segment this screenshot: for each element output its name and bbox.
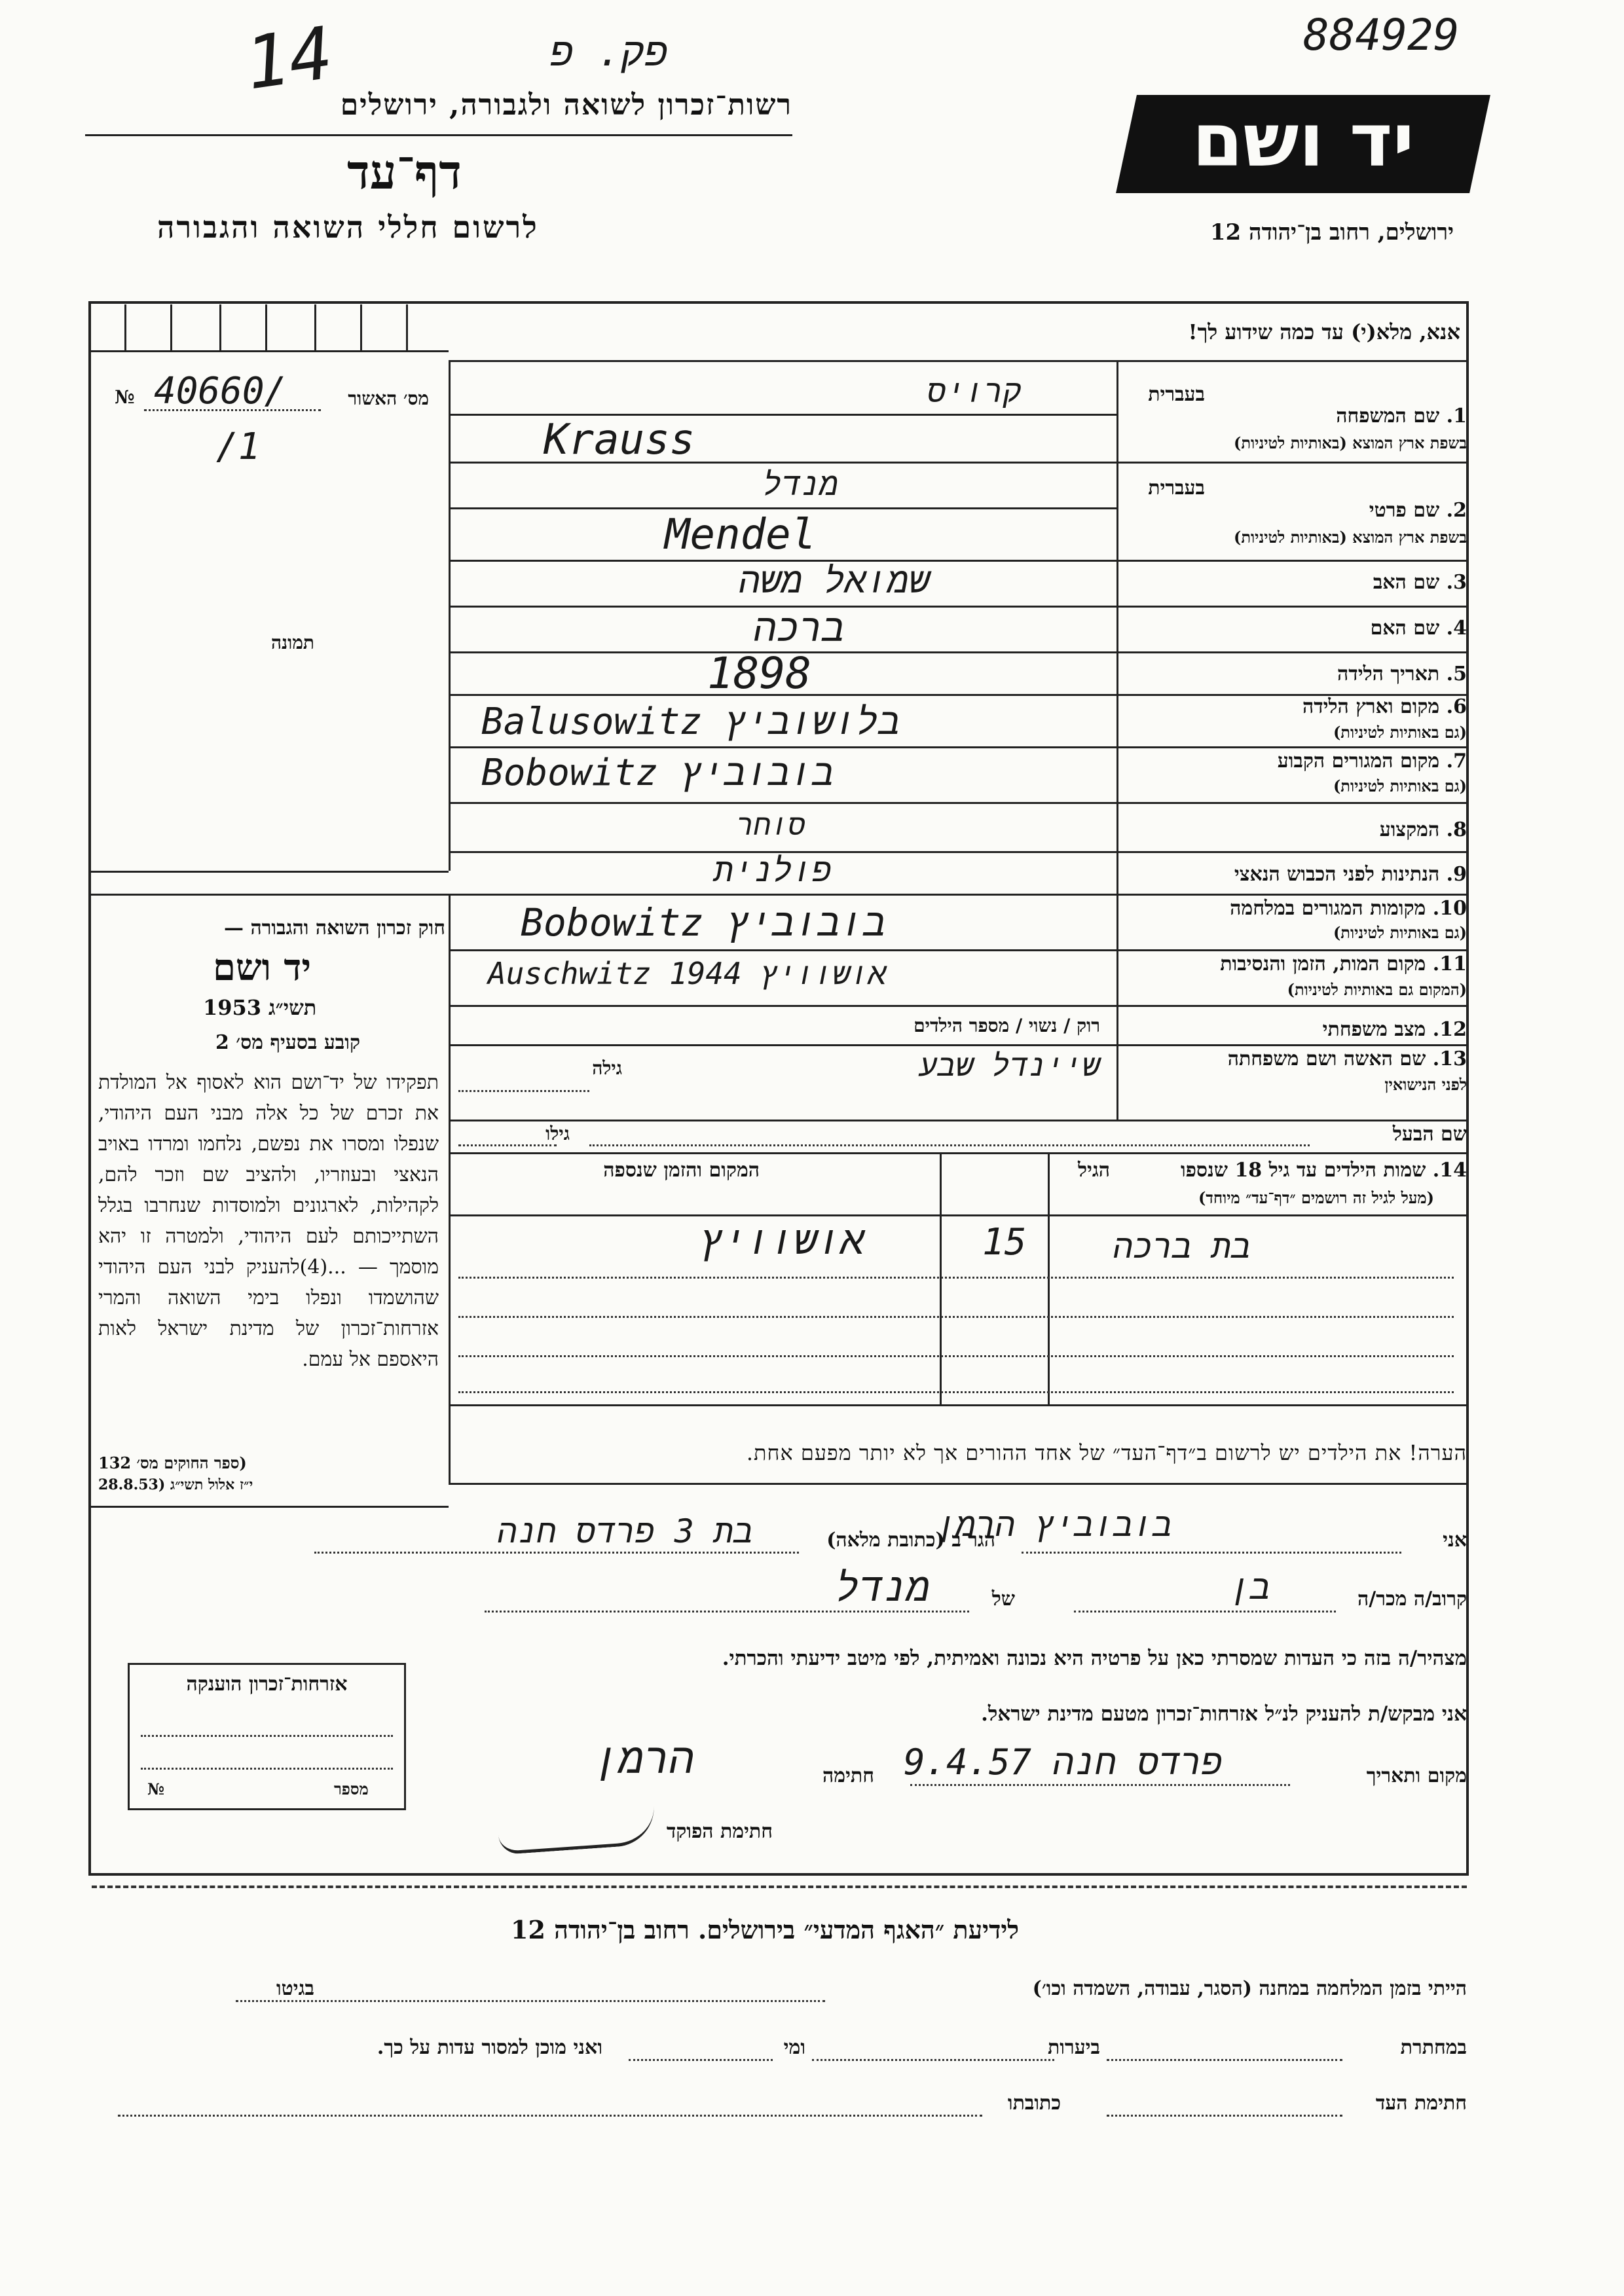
- declarant-relation-line: [1074, 1611, 1336, 1613]
- row2-sub: בשפת ארץ המוצא (באותיות לטיניות): [1234, 528, 1467, 547]
- children-header-sub: (מעל לגיל זה רושמים ״דף־עד״ מיוחד): [1198, 1188, 1434, 1207]
- row8-value[interactable]: סוחר: [736, 809, 805, 842]
- declarant-of-line: [485, 1611, 969, 1613]
- scribble-code: פק. פ: [550, 29, 669, 75]
- row13-age-line: [458, 1090, 589, 1092]
- tick-base: [88, 350, 449, 352]
- row1-latin[interactable]: Krauss: [544, 416, 695, 464]
- citizenship-no: №: [147, 1779, 165, 1798]
- footer-line1-end: בגיטו: [276, 1977, 314, 2000]
- intro-rule: [449, 360, 1469, 362]
- row13-sub: לפני הנישואין: [1384, 1075, 1467, 1094]
- row1-sub: בשפת ארץ המוצא (באותיות לטיניות): [1234, 433, 1467, 452]
- footer-line2-c: ומי: [783, 2036, 805, 2059]
- row4-value[interactable]: ברכה: [753, 606, 845, 650]
- row3-label: 3. שם האב: [1373, 571, 1467, 594]
- row6-label: 6. מקום וארץ הלידה: [1302, 695, 1467, 718]
- child-line-4: [458, 1391, 1454, 1393]
- record-number[interactable]: 40660/: [154, 370, 287, 412]
- intro-text: אנא, מלא(י) עד כמה שידוע לך!: [1188, 319, 1460, 344]
- address: ירושלים, רחוב בן־יהודה 12: [1209, 219, 1454, 246]
- footer-line3-b: כתובתו: [1007, 2092, 1061, 2115]
- child-line-1: [458, 1277, 1454, 1279]
- declarant-address-line: [314, 1552, 799, 1554]
- org-line: רשות־זכרון לשואה ולגבורה, ירושלים: [340, 88, 792, 122]
- row10-label: 10. מקומות המגורים במלחמה: [1230, 897, 1467, 920]
- note-bottom: [449, 1483, 1469, 1485]
- row3-bottom: [449, 606, 1469, 608]
- row12-options[interactable]: רוק / נשוי / מספר הילדים: [913, 1015, 1100, 1036]
- footer-line1: הייתי בזמן המלחמה במחנה (הסגר, עבודה, השמדה וכו׳): [1032, 1977, 1467, 2000]
- husband-label: שם הבעל: [1392, 1123, 1467, 1146]
- place-date[interactable]: פרדס חנה 9.4.57: [904, 1741, 1223, 1783]
- tick-1: [124, 304, 126, 350]
- child-line-2: [458, 1316, 1454, 1318]
- declarant-of-label: של: [991, 1588, 1015, 1611]
- children-place-header: המקום והזמן שנספה: [603, 1159, 760, 1182]
- record-number-line: [144, 409, 321, 411]
- declaration-text: מצהיר/ה בזה כי העדות שמסרתי כאן על פרטיה היא נכונה ואמיתית, לפי מיטב ידיעתי והכרתי.: [722, 1647, 1467, 1670]
- file-number: 884929: [1303, 10, 1460, 60]
- tick-4: [265, 304, 267, 350]
- row6-bottom: [449, 746, 1469, 748]
- row13-value[interactable]: שיינדל שבע: [919, 1048, 1100, 1083]
- declarant-address[interactable]: בת 3 פרדס חנה: [497, 1512, 753, 1550]
- declarant-relation-label: קרוב/ה מכר/ה: [1357, 1588, 1467, 1611]
- row11-value[interactable]: Auschwitz 1944 אושוויץ: [488, 956, 887, 991]
- footer-line2-fill-c: [629, 2059, 773, 2061]
- law-body: תפקידו של יד־ושם הוא לאסוף אל המולדת את זכרם של כל אלה מבני העם היהודי, שנפלו ומסרו את נפשם, נלחמו ומרדו באויב הנאצי ובעוזריו, ולהציב שם וזכר להם, לקהילות, לארגונים ולמוסדות שנחרבו בגלל השתייכותם לעם היהודי, ולמטרה זו יהא מוסמך — ...(4)להעניק לבני העם היהודי שהושמדו ונפלו בימי השואה והמרי אזרחות־זכרון של מדינת ישראל לאות היאספם אל עמם.: [98, 1071, 439, 1371]
- record-number-suffix: /1: [216, 426, 261, 468]
- photo-divider: [449, 360, 451, 871]
- footer-line2-fill-a: [1107, 2059, 1342, 2061]
- law-clause: קובע בסעיף מס׳ 2: [215, 1031, 360, 1054]
- declarant-name[interactable]: בובוביץ הרמן: [936, 1506, 1172, 1544]
- row6-value[interactable]: Balusowitz בלושוביץ: [481, 701, 900, 743]
- record-number-label: מס׳ האשור: [348, 388, 429, 409]
- row9-label: 9. הנתינות לפני הכבוש הנאצי: [1234, 863, 1467, 886]
- declarant-of[interactable]: מנדל: [835, 1565, 930, 1611]
- footer-line2-fill-b: [812, 2059, 1054, 2061]
- row4-bottom: [449, 651, 1469, 653]
- place-date-line: [910, 1784, 1290, 1786]
- row1-tag: בעברית: [1148, 383, 1205, 406]
- row7-sub: (גם באותיות לטיניות): [1333, 776, 1467, 795]
- footer-line2-d: ואני מוכן למסור עדות על כך.: [377, 2036, 602, 2059]
- footer-line1-fill: [236, 2000, 825, 2002]
- husband-bottom: [449, 1152, 1469, 1154]
- law-source: (ספר החוקים מס׳ 132: [98, 1453, 247, 1472]
- row13-age-label: גילה: [592, 1057, 622, 1079]
- photo-label: תמונה: [270, 632, 314, 653]
- row9-value[interactable]: פולנית: [713, 851, 832, 889]
- law-year: 1953: [203, 995, 262, 1020]
- row12-bottom: [449, 1044, 1469, 1046]
- children-age-header: הגיל: [1077, 1159, 1110, 1182]
- declarant-resident-label: הגר ב (כתובת מלאה): [826, 1529, 995, 1552]
- footer-line3-a: חתימת העד: [1375, 2092, 1467, 2115]
- place-date-label: מקום ותאריך: [1366, 1764, 1467, 1787]
- husband-age-line: [458, 1144, 557, 1146]
- tick-5: [314, 304, 316, 350]
- row9-bottom: [88, 894, 1469, 896]
- tick-6: [360, 304, 362, 350]
- law-title: חוק זכרון השואה והגבורה —: [224, 917, 445, 939]
- declarant-i-label: אני: [1443, 1529, 1467, 1552]
- row7-value[interactable]: Bobowitz בובוביץ: [481, 752, 834, 794]
- row5-label: 5. תאריך הלידה: [1337, 663, 1467, 685]
- signature-label: חתימה: [822, 1764, 874, 1787]
- row11-sub: (המקום גם באותיות לטיניות): [1287, 980, 1467, 999]
- footer-line3-fill-b: [118, 2115, 982, 2117]
- citizenship-line-2: [141, 1768, 393, 1770]
- row2-label: 2. שם פרטי: [1369, 499, 1467, 522]
- tick-3: [219, 304, 221, 350]
- declarant-name-line: [1022, 1552, 1401, 1554]
- row7-label: 7. מקום המגורים הקבוע: [1277, 750, 1467, 773]
- row10-value[interactable]: Bobowitz בובוביץ: [521, 900, 886, 945]
- footer-line2-b: ביערות: [1047, 2036, 1100, 2059]
- signature[interactable]: הרמן: [593, 1735, 694, 1783]
- row8-label: 8. המקצוע: [1379, 818, 1467, 841]
- children-bottom: [449, 1404, 1469, 1406]
- footer-title: לידיעת ״האגף המדעי״ בירושלים. רחוב בן־יהודה 12: [511, 1915, 1020, 1944]
- form-subtitle: לרשום חללי השואה והגבורה: [157, 210, 539, 245]
- row2-mid: [449, 507, 1116, 509]
- children-header: 14. שמות הילדים עד גיל 18 שנספו: [1180, 1159, 1467, 1182]
- law-year-heb: תשי״ג: [268, 995, 317, 1020]
- row4-label: 4. שם האם: [1370, 617, 1467, 640]
- row1-label: 1. שם המשפחה: [1336, 405, 1467, 428]
- row1-hebrew[interactable]: קרויס: [927, 373, 1022, 410]
- tick-7: [406, 304, 408, 350]
- footer-line3-fill-a: [1107, 2115, 1342, 2117]
- husband-age-label: גילו: [545, 1123, 570, 1144]
- row2-hebrew[interactable]: מנדל: [762, 466, 838, 503]
- row10-sub: (גם באותיות לטיניות): [1333, 923, 1467, 942]
- row5-value[interactable]: 1898: [707, 648, 811, 699]
- row13-bottom: [449, 1120, 1469, 1121]
- row7-bottom: [449, 802, 1469, 804]
- footer-line2-a: במחתרת: [1400, 2036, 1467, 2059]
- child1-age[interactable]: 15: [982, 1221, 1027, 1264]
- org-underline: [85, 134, 792, 136]
- citizenship-number-label: מספר: [334, 1779, 369, 1798]
- officer-label: חתימת הפוקד: [666, 1820, 773, 1843]
- citizenship-line-1: [141, 1735, 393, 1737]
- law-divider: [449, 894, 451, 1483]
- logo-text: יד ושם: [1192, 98, 1414, 183]
- tick-2: [170, 304, 172, 350]
- row2-bottom: [449, 560, 1469, 562]
- row2-latin[interactable]: Mendel: [665, 511, 817, 559]
- row3-value[interactable]: שמואל משה: [739, 560, 930, 601]
- husband-line: [589, 1144, 1310, 1146]
- child1-name[interactable]: בת ברכה: [1113, 1228, 1251, 1266]
- note-text: הערה! את הילדים יש לרשום ב״דף־העד״ של אחד ההורים אך לא יותר מפעם אחת.: [746, 1440, 1467, 1465]
- request-text: אני מבקש/ת להעניק לנ״ל אזרחות־זכרון מטעם מדינת ישראל.: [981, 1702, 1467, 1726]
- scribble-number: 14: [240, 10, 338, 106]
- child-line-3: [458, 1355, 1454, 1357]
- form-title: דף־עד: [347, 144, 462, 200]
- cut-line: [92, 1886, 1467, 1888]
- row11-label: 11. מקום המות, הזמן והנסיבות: [1220, 953, 1467, 975]
- photo-bottom: [88, 871, 449, 873]
- row11-bottom: [449, 1005, 1469, 1007]
- law-source-date: י״ז אלול תשי״ג (28.8.53: [98, 1476, 253, 1493]
- row1-bottom: [449, 462, 1469, 464]
- declarant-relation[interactable]: בן: [1229, 1568, 1270, 1607]
- row12-label: 12. מצב משפחתי: [1322, 1018, 1467, 1041]
- law-name: יד ושם: [212, 946, 312, 989]
- row13-label: 13. שם האשה ושם משפחתה: [1227, 1048, 1467, 1070]
- row6-sub: (גם באותיות לטיניות): [1333, 723, 1467, 742]
- row10-bottom: [449, 949, 1469, 951]
- children-head-rule: [449, 1214, 1469, 1216]
- child1-place[interactable]: אושוויץ: [699, 1218, 864, 1264]
- row2-tag: בעברית: [1148, 477, 1205, 500]
- citizenship-title: אזרחות־זכרון הוענקה: [186, 1673, 348, 1696]
- row8-bottom: [449, 851, 1469, 853]
- record-no-symbol: №: [115, 386, 135, 408]
- law-bottom: [88, 1506, 449, 1508]
